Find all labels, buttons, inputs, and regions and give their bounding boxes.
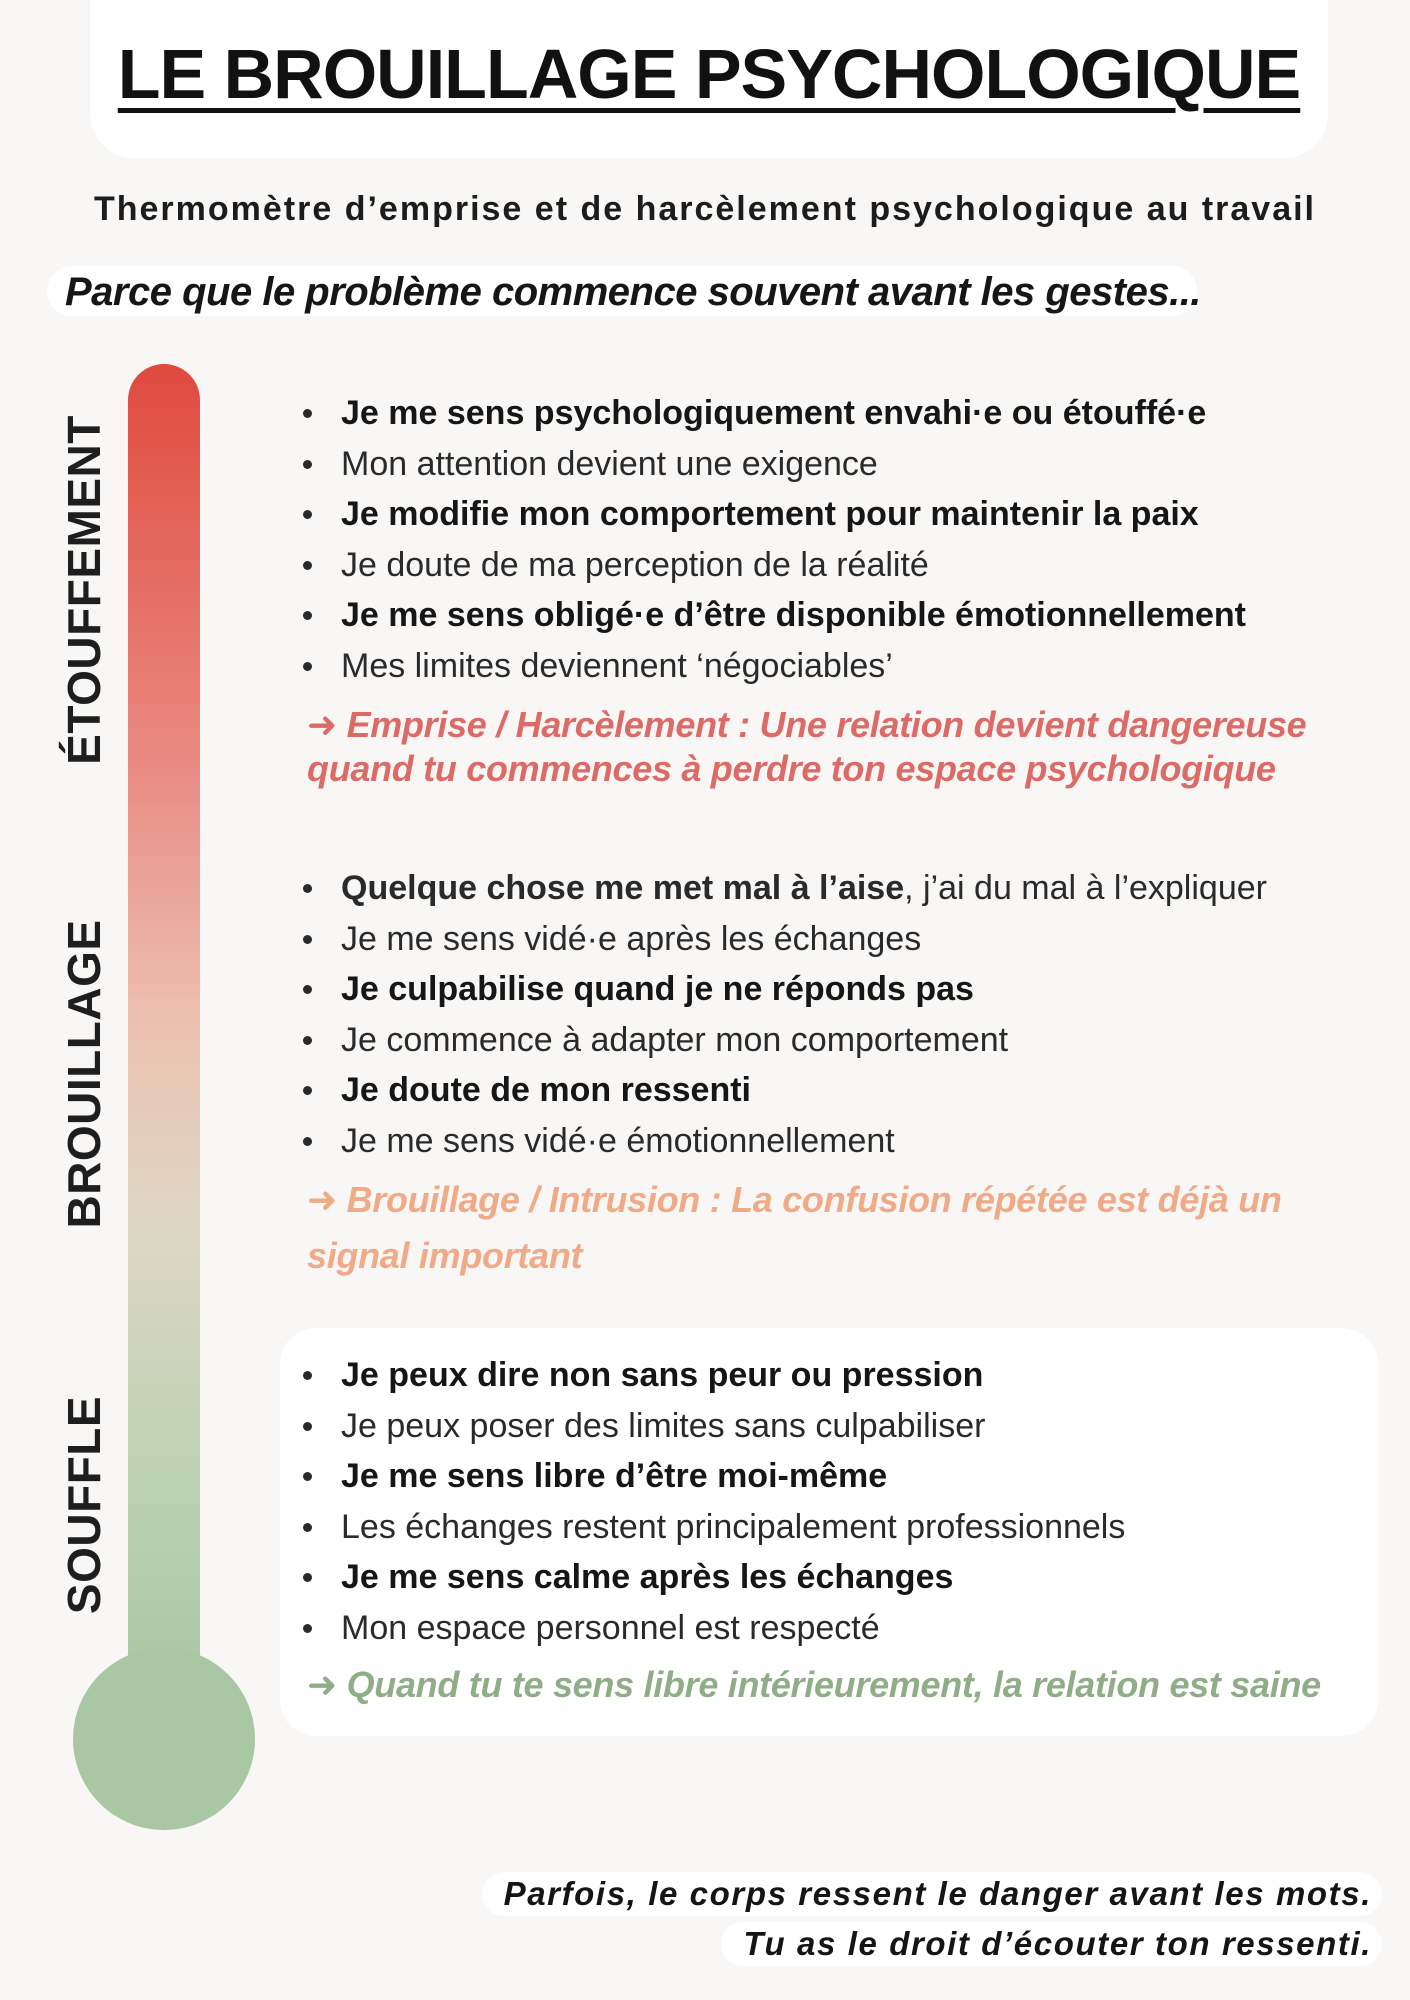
section-souffle	[295, 1350, 1375, 1707]
thermometer-tube	[128, 364, 200, 1694]
list-item: Je me sens obligé·e d’être disponible émotionnellement	[295, 590, 1375, 641]
note-line: signal important	[307, 1235, 583, 1276]
souffle-list	[295, 1350, 1375, 1653]
list-item: Mon espace personnel est respecté	[295, 1603, 1375, 1654]
tagline-box	[47, 266, 1201, 316]
list-item: Je me sens vidé·e émotionnellement	[295, 1116, 1375, 1167]
note-line: ➜ Emprise / Harcèlement : Une relation devient dangereuse	[307, 704, 1307, 745]
note-line: quand tu commences à perdre ton espace psychologique	[307, 748, 1276, 789]
list-item-rest: , j’ai du mal à l’expliquer	[904, 869, 1267, 907]
thermometer-bulb	[73, 1648, 255, 1830]
note-line: ➜ Brouillage / Intrusion : La confusion répétée est déjà un	[307, 1179, 1282, 1220]
list-item: Je modifie mon comportement pour maintenir la paix	[295, 489, 1375, 540]
tagline: Parce que le problème commence souvent avant les gestes...	[65, 270, 1201, 314]
level-label-etouffement: ÉTOUFFEMENT	[58, 415, 110, 765]
section-brouillage	[295, 863, 1375, 1284]
level-label-brouillage: BROUILLAGE	[58, 919, 110, 1229]
list-item: Je me sens calme après les échanges	[295, 1552, 1375, 1603]
footer-line-1: Parfois, le corps ressent le danger avant les mots.	[482, 1872, 1382, 1916]
brouillage-note	[295, 1172, 1375, 1284]
page-title: LE BROUILLAGE PSYCHOLOGIQUE	[117, 35, 1301, 113]
footer-line-2: Tu as le droit d’écouter ton ressenti.	[721, 1922, 1382, 1966]
list-item: Les échanges restent principalement professionnels	[295, 1502, 1375, 1553]
list-item: Je commence à adapter mon comportement	[295, 1015, 1375, 1066]
list-item: Je doute de mon ressenti	[295, 1065, 1375, 1116]
title-card	[90, 0, 1328, 158]
note-line: ➜ Quand tu te sens libre intérieurement, la relation est saine	[307, 1664, 1321, 1705]
list-item: Je culpabilise quand je ne réponds pas	[295, 964, 1375, 1015]
etouffement-list	[295, 388, 1375, 691]
list-item-bold: Quelque chose me met mal à l’aise	[341, 869, 905, 907]
list-item: Je me sens psychologiquement envahi·e ou étouffé·e	[295, 388, 1375, 439]
subtitle: Thermomètre d’emprise et de harcèlement psychologique au travail	[93, 190, 1316, 228]
list-item: Mes limites deviennent ‘négociables’	[295, 641, 1375, 692]
list-item: Je me sens libre d’être moi-même	[295, 1451, 1375, 1502]
level-label-souffle: SOUFFLE	[58, 1395, 110, 1615]
list-item: Je peux poser des limites sans culpabiliser	[295, 1401, 1375, 1452]
list-item: Je me sens vidé·e après les échanges	[295, 914, 1375, 965]
brouillage-list	[295, 863, 1375, 1166]
souffle-note	[295, 1663, 1375, 1707]
list-item	[295, 863, 1375, 914]
list-item: Je doute de ma perception de la réalité	[295, 540, 1375, 591]
etouffement-note	[295, 703, 1375, 791]
list-item: Mon attention devient une exigence	[295, 439, 1375, 490]
list-item: Je peux dire non sans peur ou pression	[295, 1350, 1375, 1401]
section-etouffement	[295, 388, 1375, 791]
